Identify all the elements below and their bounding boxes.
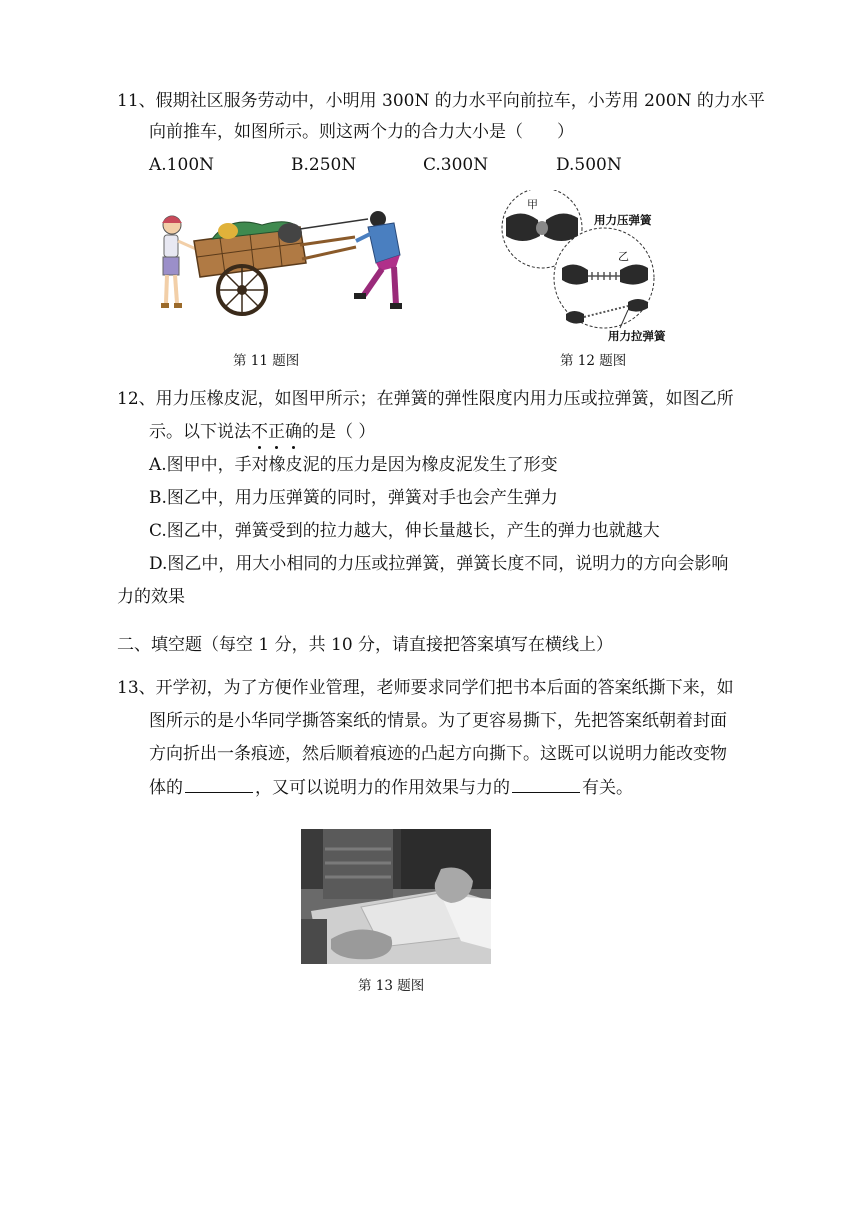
- tearing-paper-photo: [301, 829, 491, 964]
- section-2-heading: 二、填空题（每空 1 分，共 10 分，请直接把答案填写在横线上）: [117, 635, 614, 655]
- cart-illustration: [150, 205, 420, 323]
- figure-12-caption: 第 12 题图: [560, 353, 627, 369]
- emphasis-char-zheng: 正: [268, 422, 285, 442]
- q11-option-a: A.100N: [149, 155, 215, 175]
- q13-stem-line1: 13、开学初，为了方便作业管理，老师要求同学们把书本后面的答案纸撕下来，如: [117, 678, 734, 698]
- figure-11-caption: 第 11 题图: [233, 353, 300, 369]
- answer-blank-1[interactable]: [185, 776, 253, 793]
- q12-stem-suffix: 的是（ ）: [302, 422, 376, 442]
- label-pull-spring: 用力拉弹簧: [608, 329, 666, 343]
- q13-stem-line2: 图所示的是小华同学撕答案纸的情景。为了更容易撕下，先把答案纸朝着封面: [149, 711, 727, 731]
- q13-text-c: 有关。: [582, 778, 633, 798]
- q11-option-d: D.500N: [556, 155, 622, 175]
- answer-blank-2[interactable]: [512, 776, 580, 793]
- q12-option-a: A.图甲中，手对橡皮泥的压力是因为橡皮泥发生了形变: [149, 455, 558, 475]
- q13-text-b: ，又可以说明力的作用效果与力的: [255, 778, 510, 798]
- emphasis-char-que: 确: [285, 422, 302, 442]
- q13-stem-line3: 方向折出一条痕迹，然后顺着痕迹的凸起方向撕下。这既可以说明力能改变物: [149, 744, 727, 764]
- q11-option-c: C.300N: [423, 155, 489, 175]
- q11-option-b: B.250N: [291, 155, 357, 175]
- q12-option-b: B.图乙中，用力压弹簧的同时，弹簧对手也会产生弹力: [149, 488, 558, 508]
- q12-stem-prefix: 示。以下说法: [149, 422, 251, 442]
- label-press-spring: 用力压弹簧: [594, 213, 652, 227]
- q12-option-d-line2: 力的效果: [117, 587, 185, 607]
- q13-stem-line4: [149, 776, 633, 799]
- spring-illustration: [500, 190, 700, 346]
- q12-stem-line1: 12、用力压橡皮泥，如图甲所示；在弹簧的弹性限度内用力压或拉弹簧，如图乙所: [117, 389, 734, 409]
- label-yi: 乙: [618, 250, 629, 263]
- q11-stem-line1: 11、假期社区服务劳动中，小明用 300N 的力水平向前拉车，小芳用 200N 的力水平: [117, 91, 765, 111]
- q12-option-d-line1: D.图乙中，用大小相同的力压或拉弹簧，弹簧长度不同，说明力的方向会影响: [149, 554, 729, 574]
- emphasis-char-bu: 不: [251, 422, 268, 442]
- q13-text-a: 体的: [149, 778, 183, 798]
- figure-13-caption: 第 13 题图: [358, 978, 425, 994]
- q12-option-c: C.图乙中，弹簧受到的拉力越大，伸长量越长，产生的弹力也就越大: [149, 521, 660, 541]
- q11-stem-line2: 向前推车，如图所示。则这两个力的合力大小是（ ）: [149, 122, 574, 142]
- q12-stem-line2: [149, 421, 375, 443]
- label-jia: 甲: [527, 198, 538, 211]
